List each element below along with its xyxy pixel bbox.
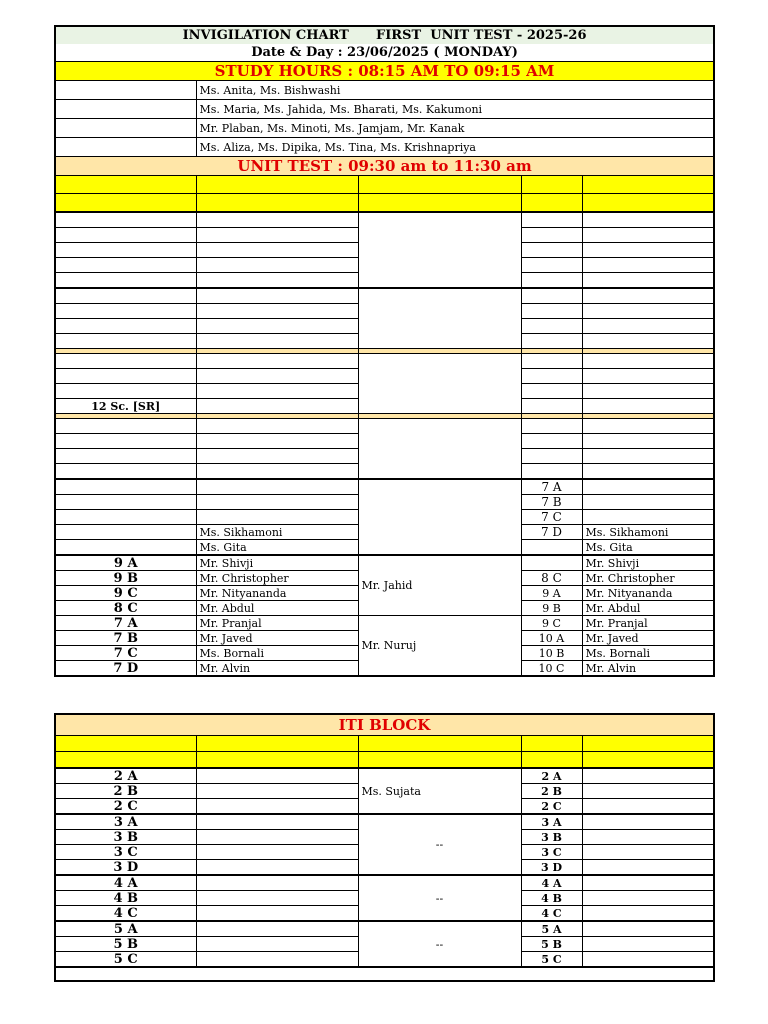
class-cell: 10 A: [521, 631, 582, 646]
invigilation-chart: [54, 25, 713, 677]
class-cell: 3 A: [55, 814, 196, 830]
class-cell: 5 C: [55, 952, 196, 968]
study-row: Ms. Aliza, Ms. Dipika, Ms. Tina, Ms. Krishnapriya: [196, 138, 714, 157]
mid-invigilator: --: [358, 814, 521, 875]
class-cell: [521, 555, 582, 571]
class-cell: 9 C: [521, 616, 582, 631]
invigilator-name: Mr. Shivji: [582, 555, 714, 571]
class-cell: 9 B: [521, 601, 582, 616]
class-cell: 5 A: [521, 921, 582, 937]
class-cell: 3 D: [55, 860, 196, 876]
invigilator-name: Mr. Javed: [582, 631, 714, 646]
class-cell: 5 A: [55, 921, 196, 937]
class-cell: 4 C: [521, 906, 582, 922]
class-cell: 2 A: [521, 768, 582, 784]
class-cell: 2 B: [55, 784, 196, 799]
date-line: Date & Day : 23/06/2025 ( MONDAY): [55, 44, 714, 62]
class-cell: 9 A: [55, 555, 196, 571]
class-cell: 7 D: [55, 661, 196, 677]
class-cell: 7 A: [55, 616, 196, 631]
mid-invigilator: Ms. Sujata: [358, 768, 521, 814]
class-cell: 3 B: [55, 830, 196, 845]
class-cell: 3 B: [521, 830, 582, 845]
chart-title: INVIGILATION CHART FIRST UNIT TEST - 2025-26: [55, 26, 714, 44]
class-cell: 2 B: [521, 784, 582, 799]
class-cell: 5 B: [521, 937, 582, 952]
invigilator-name: Mr. Nityananda: [196, 586, 358, 601]
unit-test-heading: UNIT TEST : 09:30 am to 11:30 am: [55, 157, 714, 176]
class-cell: 5 B: [55, 937, 196, 952]
invigilator-name: Mr. Javed: [196, 631, 358, 646]
invigilator-name: Ms. Bornali: [196, 646, 358, 661]
invigilator-name: Ms. Gita: [582, 540, 714, 556]
invigilator-name: Mr. Nityananda: [582, 586, 714, 601]
study-row: Mr. Plaban, Ms. Minoti, Ms. Jamjam, Mr. Kanak: [196, 119, 714, 138]
class-cell: 7 C: [521, 510, 582, 525]
class-cell: 3 D: [521, 860, 582, 876]
study-row: Ms. Maria, Ms. Jahida, Ms. Bharati, Ms. Kakumoni: [196, 100, 714, 119]
invigilator-name: Mr. Abdul: [196, 601, 358, 616]
invigilator-name: Mr. Pranjal: [582, 616, 714, 631]
class-cell: 4 C: [55, 906, 196, 922]
class-cell: 2 C: [521, 799, 582, 815]
class-cell: 2 C: [55, 799, 196, 815]
class-cell: 7 D: [521, 525, 582, 540]
mid-invigilator: Mr. Nuruj: [358, 616, 521, 677]
class-cell: 4 B: [521, 891, 582, 906]
class-cell: 10 B: [521, 646, 582, 661]
class-cell: 4 A: [55, 875, 196, 891]
mid-invigilator: --: [358, 875, 521, 921]
class-cell: 4 B: [55, 891, 196, 906]
class-cell: 7 A: [521, 479, 582, 495]
class-cell: 10 C: [521, 661, 582, 677]
main-table: [54, 25, 715, 677]
invigilator-name: Mr. Christopher: [582, 571, 714, 586]
invigilator-name: Ms. Sikhamoni: [582, 525, 714, 540]
mid-invigilator: Mr. Jahid: [358, 555, 521, 616]
class-cell: 7 B: [521, 495, 582, 510]
class-cell: 4 A: [521, 875, 582, 891]
iti-table: [54, 713, 715, 982]
class-cell: 7 B: [55, 631, 196, 646]
class-cell: 9 C: [55, 586, 196, 601]
study-row: Ms. Anita, Ms. Bishwashi: [196, 81, 714, 100]
mid-invigilator: --: [358, 921, 521, 967]
iti-block-heading: ITI BLOCK: [55, 714, 714, 736]
class-cell: 5 C: [521, 952, 582, 968]
class-cell: 8 C: [521, 571, 582, 586]
class-cell: 3 A: [521, 814, 582, 830]
invigilator-name: Mr. Shivji: [196, 555, 358, 571]
invigilator-name: Ms. Bornali: [582, 646, 714, 661]
class-cell: 9 B: [55, 571, 196, 586]
invigilator-name: Mr. Abdul: [582, 601, 714, 616]
iti-block: [54, 713, 713, 982]
class-cell: 2 A: [55, 768, 196, 784]
class-cell: 3 C: [55, 845, 196, 860]
class-cell: 7 C: [55, 646, 196, 661]
class-label-12-sr: 12 Sc. [SR]: [55, 399, 196, 414]
class-cell: 9 A: [521, 586, 582, 601]
class-cell: 3 C: [521, 845, 582, 860]
study-hours-heading: STUDY HOURS : 08:15 AM TO 09:15 AM: [55, 62, 714, 81]
invigilator-name: Mr. Alvin: [196, 661, 358, 677]
invigilator-name: Mr. Pranjal: [196, 616, 358, 631]
class-cell: 8 C: [55, 601, 196, 616]
invigilator-name: Mr. Christopher: [196, 571, 358, 586]
invigilator-name: Ms. Sikhamoni: [196, 525, 358, 540]
invigilator-name: Mr. Alvin: [582, 661, 714, 677]
invigilator-name: Ms. Gita: [196, 540, 358, 556]
